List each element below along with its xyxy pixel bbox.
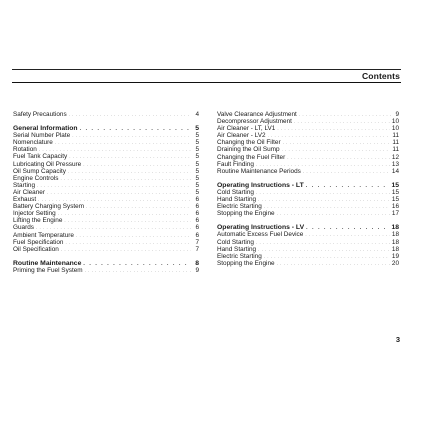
entry-page-number: 11 (392, 139, 399, 147)
contents-entry (13, 182, 199, 189)
entry-label: Decompressor Adjustment (217, 118, 292, 126)
contents-entry (217, 161, 399, 168)
dot-leader (256, 239, 390, 246)
contents-right-column (217, 111, 399, 274)
section-heading (217, 224, 399, 231)
entry-page-number: 7 (195, 245, 199, 253)
contents-entry (217, 231, 399, 238)
entry-page-number: 11 (392, 146, 399, 154)
contents-entry (13, 267, 199, 274)
contents-entry (217, 196, 399, 203)
entry-page-number: 6 (195, 196, 199, 204)
contents-entry (13, 139, 199, 146)
entry-page-number: 10 (391, 118, 399, 126)
entry-page-number: 5 (195, 125, 199, 133)
entry-page-number: 14 (391, 167, 399, 175)
entry-label: Battery Charging System (13, 203, 85, 211)
dot-leader (258, 196, 390, 203)
contents-entry (13, 196, 199, 203)
section-heading (13, 125, 199, 132)
contents-group (217, 111, 399, 175)
header-bottom-rule (12, 82, 401, 83)
dot-leader (277, 210, 390, 217)
entry-page-number: 9 (395, 111, 399, 118)
contents-entry (217, 111, 399, 118)
contents-entry (13, 203, 199, 210)
entry-label: Cold Starting (217, 238, 254, 246)
entry-label: Routine Maintenance Periods (217, 167, 301, 175)
dot-leader (64, 217, 191, 224)
dot-leader (61, 246, 191, 253)
contents-left-column (13, 111, 199, 281)
entry-page-number: 18 (391, 224, 399, 232)
contents-group (13, 125, 199, 253)
entry-label: Safety Precautions (13, 111, 67, 118)
entry-page-number: 8 (195, 259, 199, 267)
contents-entry (13, 224, 199, 231)
contents-entry (13, 210, 199, 217)
dot-leader (305, 231, 390, 238)
entry-label: Air Cleaner - LV2 (217, 132, 266, 140)
dot-leader (287, 154, 390, 161)
dot-leader (55, 139, 191, 146)
dot-leader (83, 161, 191, 168)
entry-page-number: 16 (391, 203, 399, 211)
entry-page-number: 11 (392, 132, 399, 140)
contents-entry (217, 239, 399, 246)
entry-page-number: 17 (391, 210, 399, 218)
contents-entry (217, 253, 399, 260)
contents-entry (13, 232, 199, 239)
entry-page-number: 5 (195, 153, 199, 161)
contents-entry (13, 217, 199, 224)
entry-label: Ambient Temperature (13, 231, 74, 239)
entry-page-number: 5 (195, 139, 199, 147)
dot-leader (72, 132, 191, 139)
entry-page-number: 9 (195, 266, 199, 274)
entry-page-number: 6 (195, 210, 199, 218)
dot-leader (258, 246, 390, 253)
contents-entry (217, 132, 399, 139)
dot-leader (58, 210, 191, 217)
dot-leader (268, 132, 391, 139)
entry-label: Changing the Fuel Filter (217, 153, 286, 161)
contents-entry (217, 146, 399, 153)
contents-entry (13, 132, 199, 139)
entry-label: Exhaust (13, 196, 37, 204)
entry-label: Draining the Oil Sump (217, 146, 280, 154)
dot-leader (277, 260, 390, 267)
dot-leader (277, 125, 390, 132)
dot-leader (256, 161, 390, 168)
entry-page-number: 5 (195, 160, 199, 168)
entry-label: Air Cleaner (13, 188, 45, 196)
entry-label: Fuel Specification (13, 238, 64, 246)
contents-entry (217, 139, 399, 146)
contents-entry (13, 168, 199, 175)
dot-leader (60, 175, 191, 182)
entry-page-number: 6 (195, 231, 199, 239)
entry-page-number: 18 (391, 238, 399, 246)
entry-label: Starting (13, 181, 36, 189)
contents-entry (13, 153, 199, 160)
dot-leader (69, 111, 191, 118)
entry-label: Stopping the Engine (217, 210, 275, 218)
dot-leader (86, 203, 191, 210)
entry-label: Fuel Tank Capacity (13, 153, 68, 161)
dot-leader (38, 196, 191, 203)
dot-leader (283, 139, 391, 146)
entry-page-number: 6 (195, 217, 199, 225)
entry-page-number: 15 (391, 181, 399, 189)
entry-page-number: 15 (391, 188, 399, 196)
dot-leader (282, 146, 391, 153)
dot-leader (47, 189, 191, 196)
section-heading (13, 260, 199, 267)
contents-group (217, 182, 399, 217)
entry-label: Guards (13, 224, 34, 232)
contents-entry (13, 189, 199, 196)
entry-label: Oil Sump Capacity (13, 167, 66, 175)
dot-leader (76, 232, 191, 239)
entry-page-number: 10 (391, 125, 399, 133)
entry-page-number: 19 (391, 252, 399, 260)
contents-entry (217, 168, 399, 175)
dot-leader (256, 189, 390, 196)
dot-leader (68, 168, 191, 175)
contents-entry (13, 239, 199, 246)
entry-label: Hand Starting (217, 245, 257, 253)
entry-label: Lubricating Oil Pressure (13, 160, 82, 168)
entry-label: Priming the Fuel System (13, 266, 83, 274)
entry-label: General Information (13, 125, 78, 133)
dot-leader (264, 203, 390, 210)
section-heading (217, 182, 399, 189)
entry-page-number: 13 (391, 160, 399, 168)
contents-group (13, 111, 199, 118)
entry-label: Operating Instructions - LV (217, 224, 305, 232)
entry-page-number: 20 (391, 259, 399, 267)
entry-page-number: 15 (391, 196, 399, 204)
entry-label: Nomenclature (13, 139, 53, 147)
entry-label: Serial Number Plate (13, 132, 71, 140)
entry-label: Electric Starting (217, 252, 262, 260)
entry-label: Automatic Excess Fuel Device (217, 231, 304, 239)
entry-label: Cold Starting (217, 188, 254, 196)
page-number: 3 (395, 335, 400, 344)
entry-label: Fault Finding (217, 160, 254, 168)
entry-page-number: 5 (195, 188, 199, 196)
contents-entry (13, 146, 199, 153)
entry-label: Oil Specification (13, 245, 59, 253)
entry-label: Hand Starting (217, 196, 257, 204)
entry-page-number: 18 (391, 245, 399, 253)
contents-entry (217, 210, 399, 217)
contents-entry (217, 203, 399, 210)
entry-page-number: 5 (195, 167, 199, 175)
entry-page-number: 6 (195, 203, 199, 211)
entry-label: Changing the Oil Filter (217, 139, 281, 147)
contents-entry (13, 175, 199, 182)
dot-leader (299, 111, 391, 118)
entry-page-number: 6 (195, 224, 199, 232)
header-top-rule (12, 69, 401, 70)
contents-entry (217, 125, 399, 132)
entry-page-number: 7 (195, 238, 199, 246)
contents-entry (217, 246, 399, 253)
entry-label: Air Cleaner - LT, LV1 (217, 125, 276, 133)
entry-label: Stopping the Engine (217, 259, 275, 267)
dot-leader (65, 239, 191, 246)
entry-label: Operating Instructions - LT (217, 181, 304, 189)
entry-label: Electric Starting (217, 203, 262, 211)
entry-page-number: 5 (195, 146, 199, 154)
entry-page-number: 5 (195, 174, 199, 182)
dot-leader (69, 153, 191, 160)
entry-label: Rotation (13, 146, 37, 154)
dot-leader (37, 182, 191, 189)
entry-page-number: 4 (195, 111, 199, 118)
dot-leader (36, 224, 191, 231)
entry-label: Injector Setting (13, 210, 56, 218)
entry-label: Engine Controls (13, 174, 59, 182)
entry-label: Routine Maintenance (13, 259, 82, 267)
dot-leader (303, 168, 390, 175)
contents-entry (217, 189, 399, 196)
entry-page-number: 18 (391, 231, 399, 239)
dot-leader (264, 253, 390, 260)
dot-leader (294, 118, 390, 125)
contents-entry (217, 260, 399, 267)
entry-page-number: 5 (195, 132, 199, 140)
dot-leader (85, 267, 191, 274)
contents-group (217, 224, 399, 267)
page-title: Contents (361, 71, 400, 81)
contents-entry (13, 246, 199, 253)
entry-label: Lifting the Engine (13, 217, 63, 225)
entry-page-number: 12 (391, 153, 399, 161)
entry-label: Valve Clearance Adjustment (217, 111, 297, 118)
contents-entry (13, 111, 199, 118)
contents-entry (13, 161, 199, 168)
contents-group (13, 260, 199, 274)
contents-entry (217, 154, 399, 161)
entry-page-number: 5 (195, 181, 199, 189)
contents-entry (217, 118, 399, 125)
dot-leader (39, 146, 191, 153)
